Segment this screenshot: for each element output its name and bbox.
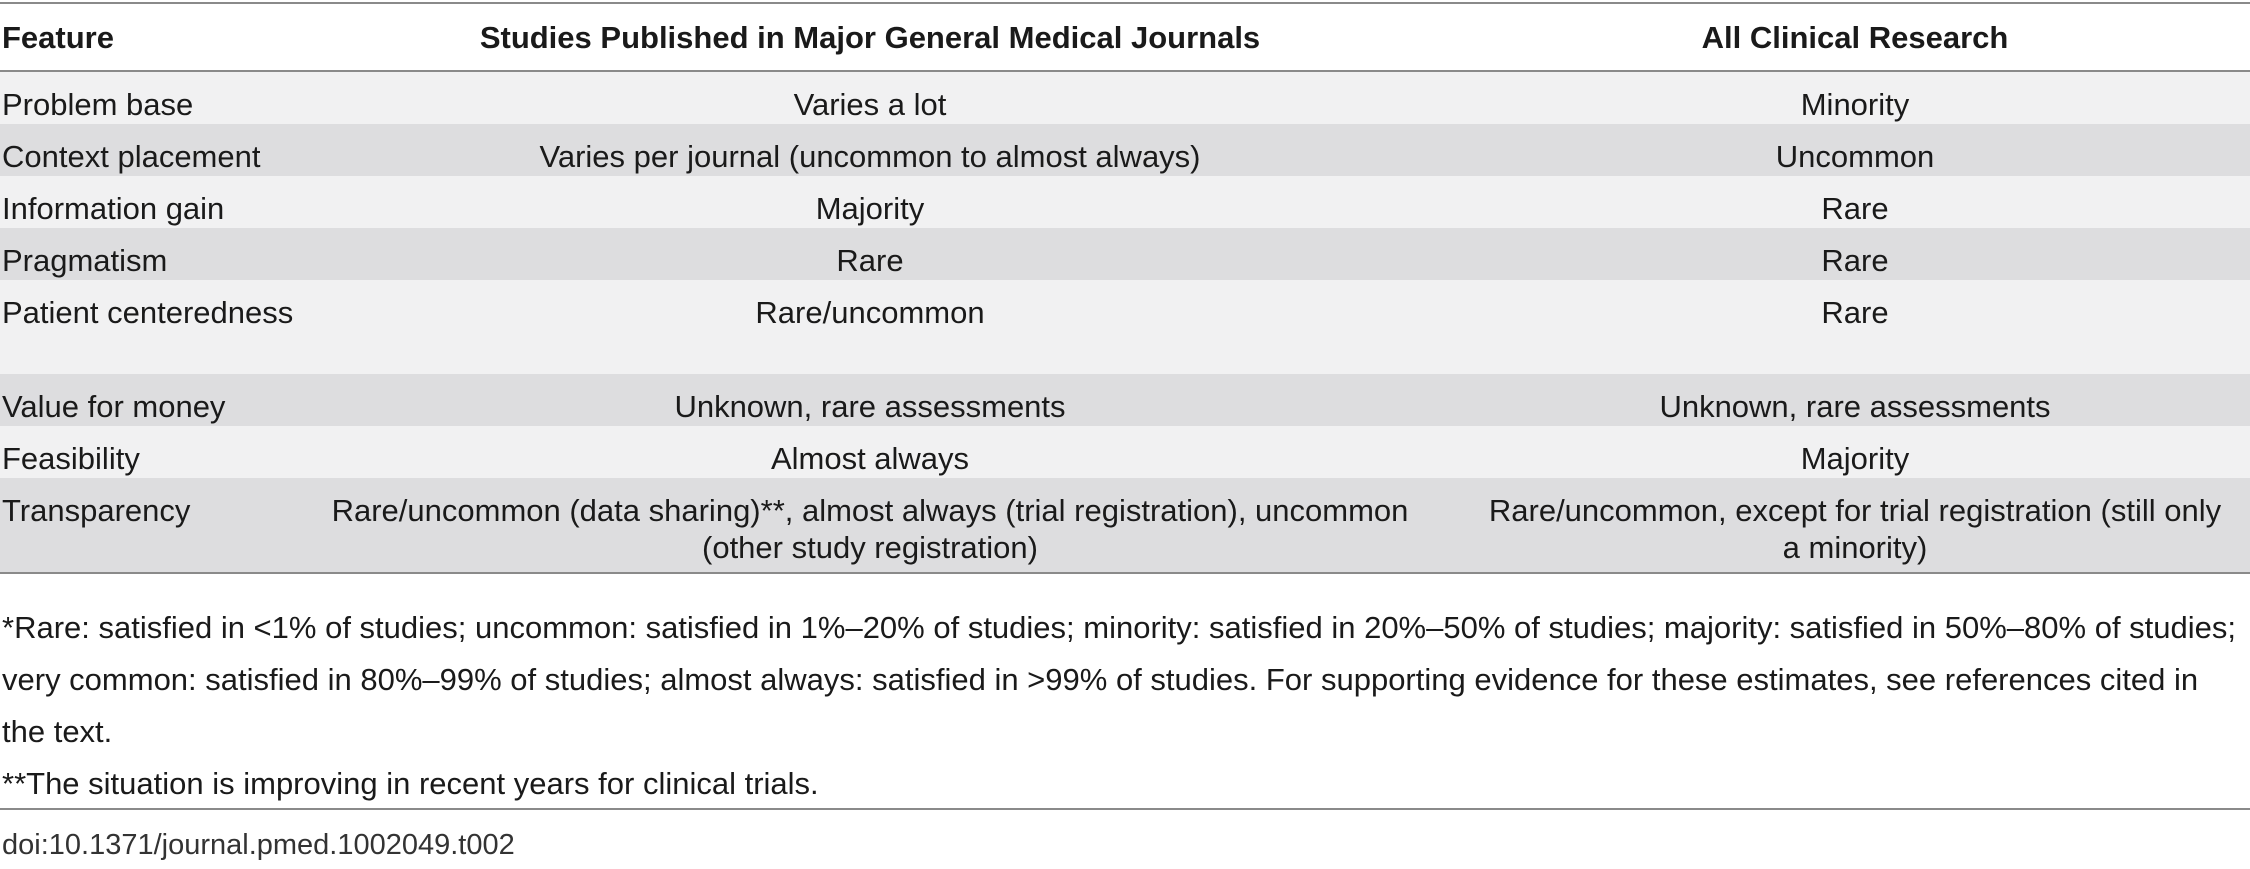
cell-journals: Rare/uncommon bbox=[320, 280, 1480, 374]
cell-feature: Patient centeredness bbox=[0, 280, 320, 374]
header-feature: Feature bbox=[0, 4, 320, 71]
cell-all: Uncommon bbox=[1480, 124, 2250, 176]
cell-journals: Varies per journal (uncommon to almost always) bbox=[320, 124, 1480, 176]
table-row bbox=[0, 228, 2250, 280]
footnote-definitions: *Rare: satisfied in <1% of studies; uncommon: satisfied in 1%–20% of studies; minority: satisfied in 20%–50% of studies; majority: satisfied in 50%–80% of studies; very common: satisfied in 80%–99% of studies; almost always: satisfied in >99% of studies. For supporting evidence for these estimates, see references cited in the text. bbox=[2, 610, 2236, 749]
cell-feature: Problem base bbox=[0, 71, 320, 124]
cell-feature: Context placement bbox=[0, 124, 320, 176]
cell-journals: Unknown, rare assessments bbox=[320, 374, 1480, 426]
table-row bbox=[0, 124, 2250, 176]
cell-feature: Information gain bbox=[0, 176, 320, 228]
table-row bbox=[0, 71, 2250, 124]
table-row bbox=[0, 280, 2250, 374]
header-journals: Studies Published in Major General Medical Journals bbox=[320, 4, 1480, 71]
cell-feature: Pragmatism bbox=[0, 228, 320, 280]
cell-feature: Transparency bbox=[0, 478, 320, 573]
cell-journals: Rare/uncommon (data sharing)**, almost always (trial registration), uncommon (other study registration) bbox=[320, 478, 1480, 573]
cell-journals: Varies a lot bbox=[320, 71, 1480, 124]
bottom-rule bbox=[0, 808, 2250, 810]
header-all-clinical: All Clinical Research bbox=[1480, 4, 2250, 71]
table-row bbox=[0, 478, 2250, 573]
cell-feature: Feasibility bbox=[0, 426, 320, 478]
cell-journals: Almost always bbox=[320, 426, 1480, 478]
footnote-improving: **The situation is improving in recent years for clinical trials. bbox=[2, 766, 819, 801]
cell-all: Rare bbox=[1480, 176, 2250, 228]
cell-all: Unknown, rare assessments bbox=[1480, 374, 2250, 426]
cell-all: Minority bbox=[1480, 71, 2250, 124]
table-row bbox=[0, 374, 2250, 426]
cell-all: Rare bbox=[1480, 280, 2250, 374]
doi-link[interactable]: doi:10.1371/journal.pmed.1002049.t002 bbox=[2, 829, 515, 861]
cell-all: Majority bbox=[1480, 426, 2250, 478]
cell-feature: Value for money bbox=[0, 374, 320, 426]
table-row bbox=[0, 176, 2250, 228]
cell-journals: Rare bbox=[320, 228, 1480, 280]
table-footnotes bbox=[2, 602, 2242, 810]
features-table bbox=[0, 4, 2250, 574]
header-row bbox=[0, 4, 2250, 71]
cell-journals: Majority bbox=[320, 176, 1480, 228]
cell-all: Rare bbox=[1480, 228, 2250, 280]
table-row bbox=[0, 426, 2250, 478]
cell-all: Rare/uncommon, except for trial registration (still only a minority) bbox=[1480, 478, 2250, 573]
